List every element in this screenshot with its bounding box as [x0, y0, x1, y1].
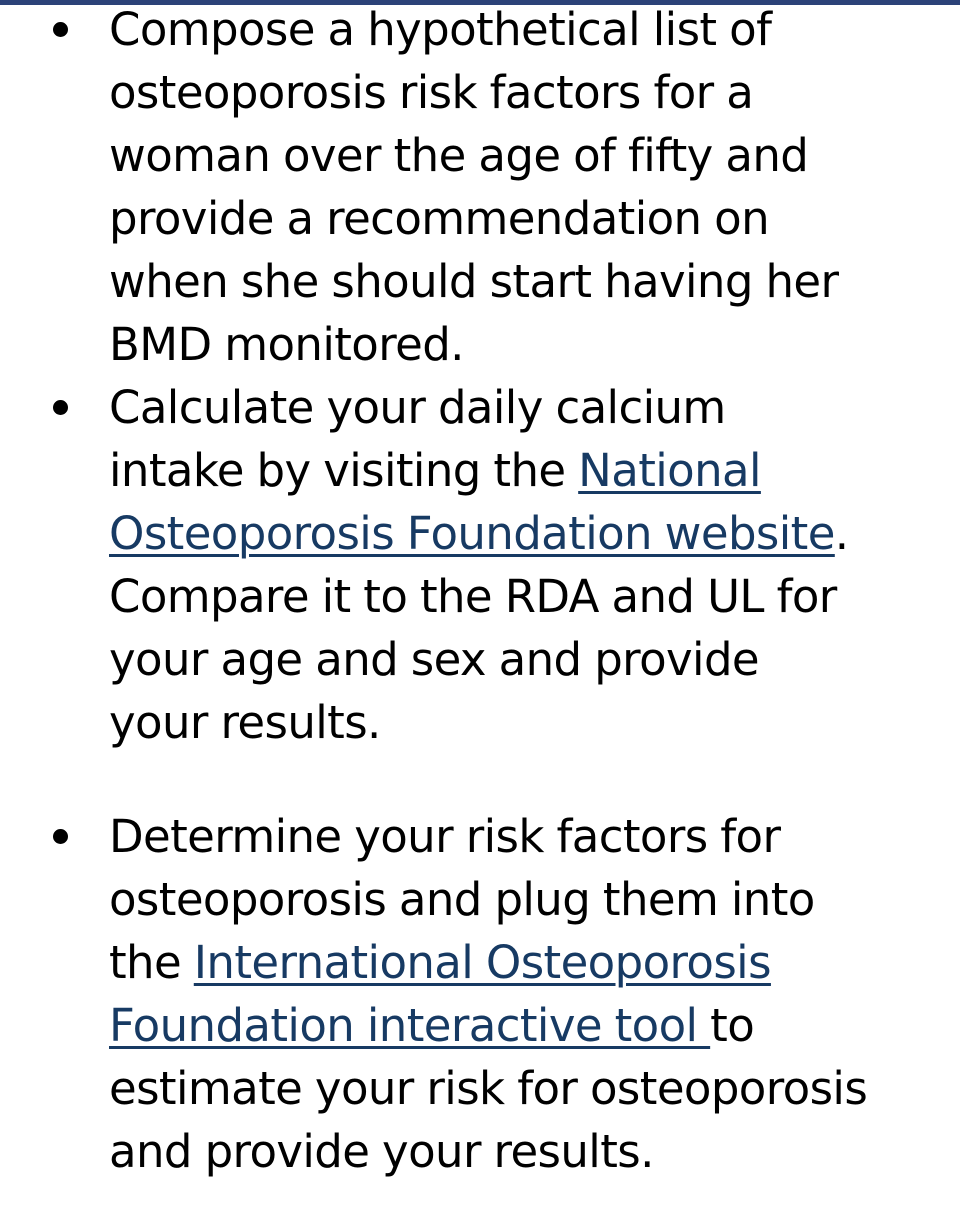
item-text-after: . Compare it to the RDA and UL for your age and sex and provide your results.: [109, 507, 849, 749]
item-text-before: Determine your risk factors for osteoporosis and plug them into the: [109, 810, 815, 989]
list-item: [109, 0, 869, 376]
bullet-icon: [53, 22, 68, 37]
list-item: [109, 376, 869, 754]
national-osteoporosis-foundation-link[interactable]: National Osteoporosis Foundation website: [109, 444, 835, 560]
item-text-before: Calculate your daily calcium intake by visiting the: [109, 381, 726, 497]
item-text: Compose a hypothetical list of osteoporosis risk factors for a woman over the age of fifty and provide a recommendation on when she should start having her BMD monitored.: [109, 3, 839, 371]
iof-interactive-tool-link[interactable]: International Osteoporosis Foundation interactive tool: [109, 936, 771, 1052]
list-item: [109, 805, 869, 1183]
bullet-icon: [53, 829, 68, 844]
bullet-icon: [53, 400, 68, 415]
item-text-after: to estimate your risk for osteoporosis and provide your results.: [109, 999, 868, 1178]
